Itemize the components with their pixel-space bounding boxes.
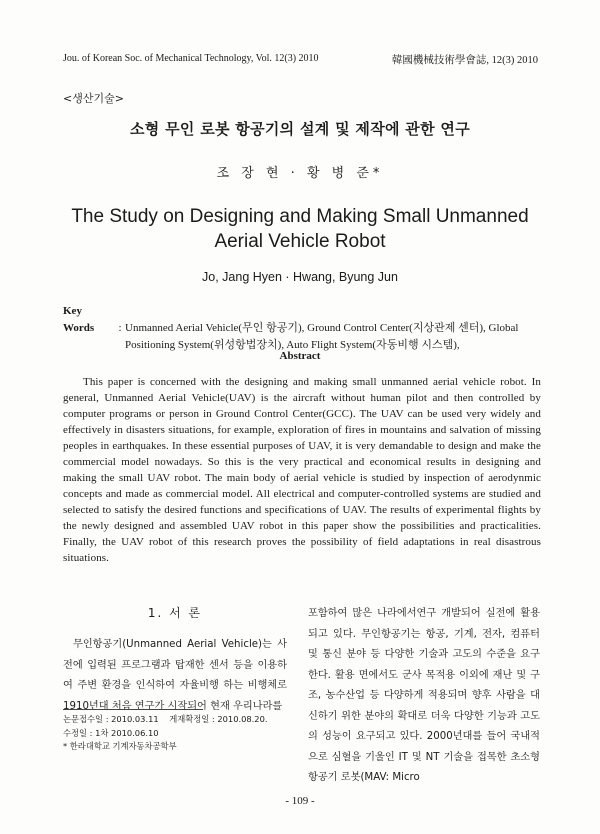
footnote-received: 논문접수일 : 2010.03.11 [63,714,159,724]
paper-title-en [0,204,600,254]
footnote-revised: 수정일 : 1차 2010.06.10 [63,727,159,738]
abstract-paragraph: This paper is concerned with the designing and making small unmanned aerial vehicle robot. In general, Unmanned Aerial Vehicle(UAV) is the aircraft without human pilot and then controlled by computer programs or person in Ground Control Center(GCC). The UAV can be used very widely and effectively in disasters situations, for example, exploration of fires in mountains and salvation of missing peoples in earthquakes. In these essential purposes of UAV, it is very demandable to design and make the commercial model nowadays. So this is the very practical and economical results in designing and making the small UAV robot. The main body of aerial vehicle is studied by inspection of aerodynmic concepts and made as commercial model. All electrical and computer-controlled systems are studied and selected to satisfy the desired functions and specifications of UAV. The results of experimental flights by the newly designed and assembled UAV robot in this paper show the possibilities and practicalities. Finally, the UAV robot of this research proves the possibility of field adaptations in real disastrous situations. [63,376,541,564]
paper-title-en-line1: The Study on Designing and Making Small Unmanned [71,206,529,227]
page-number: - 109 - [285,795,315,807]
keywords-text: Unmanned Aerial Vehicle(무인 항공기), Ground Control Center(지상관제 센터), Global Positioning System(위성항법장치), Auto Flight System(자동비행 시스템), [125,322,519,351]
abstract-body [63,374,541,566]
keywords-separator: : [118,322,122,334]
paper-title-ko: 소형 무인 로봇 항공기의 설계 및 제작에 관한 연구 [130,120,470,138]
section-tag: <생산기술> [63,92,124,105]
left-column [63,604,287,717]
right-column [308,604,540,789]
footnote-affiliation: * 한라대학교 기계자동차공학부 [63,741,177,751]
authors-ko: 조 장 현 · 황 병 준* [216,166,384,181]
footnote-accepted: 게재확정일 : 2010.08.20. [169,714,268,724]
journal-header-en: Jou. of Korean Soc. of Mechanical Technology, Vol. 12(3) 2010 [63,53,319,64]
intro-paragraph-left: 무인항공기(Unmanned Aerial Vehicle)는 사전에 입력된 프로그램과 탑재한 센서 등을 이용하여 주변 환경을 인식하여 자율비행 하는 비행체로 1910년대 처음 연구가 시작되어 현재 우리나라를 [63,639,287,712]
footnote-dates [63,713,268,727]
keywords-block [63,303,541,354]
keywords-label: Key Words [63,305,95,334]
journal-header-ko: 韓國機械技術學會誌, 12(3) 2010 [391,55,538,66]
paper-title-en-line2: Aerial Vehicle Robot [214,231,386,252]
abstract-title: Abstract [279,350,321,362]
footnotes [63,713,268,754]
intro-paragraph-right: 포함하여 많은 나라에서연구 개발되어 실전에 활용되고 있다. 무인항공기는 항공, 기계, 전자, 컴퓨터 및 통신 분야 등 다양한 기술과 고도의 수준을 요구한다. 활용 면에서도 군사 목적용 이외에 재난 및 구조, 농수산업 등 다양하게 적용되며 향후 사람을 대신하기 위한 분야의 확대로 더욱 다양한 기능과 고도의 성능이 요구되고 있다. 2000년대를 들어 국내적으로 심혈을 기울인 IT 및 NT 기술을 접목한 초소형 항공기 로봇(MAV: Micro [308,608,540,783]
authors-en: Jo, Jang Hyen · Hwang, Byung Jun [202,270,398,284]
section-heading-introduction: 1. 서 론 [147,606,203,620]
footnote-divider [63,709,203,710]
